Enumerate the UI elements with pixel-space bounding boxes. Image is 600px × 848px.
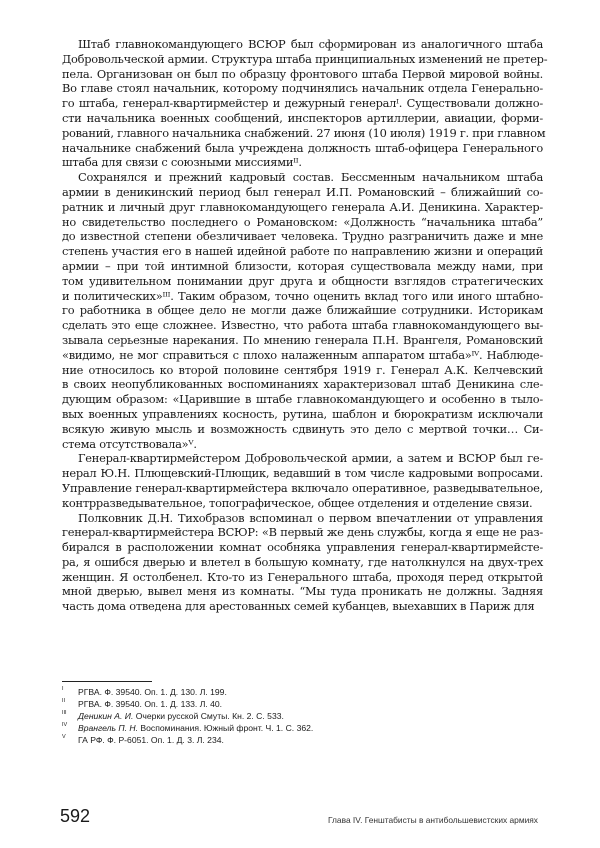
page-number: 592 xyxy=(60,806,91,826)
text-line: начальнике снабжений была учреждена должность штаб-офицера Генерального xyxy=(62,140,543,155)
text-line: рований, главного начальника снабжений. 27 июня (10 июля) 1919 г. при главном xyxy=(62,125,546,140)
footnote-author: Врангель П. Н. xyxy=(78,723,139,733)
footnote-text: РГВА. Ф. 39540. Оп. 1. Д. 133. Л. 40. xyxy=(78,699,223,709)
text-line: Штаб главнокомандующего ВСЮР был сформирован из аналогичного штаба xyxy=(78,37,543,51)
footnote-text: ГА РФ. Ф. Р-6051. Оп. 1. Д. 3. Л. 234. xyxy=(78,735,224,745)
text-line: бирался в расположении комнат особняка управления генерал-квартирмейсте- xyxy=(62,540,543,555)
text-line: до известной степени обезличивает человека. Трудно разграничить даже и мне xyxy=(62,229,543,244)
text-line: но свидетельство последнего о Романовском: «Должность “начальника штаба” xyxy=(62,214,543,229)
footnote xyxy=(62,710,313,722)
text-line: армии в деникинский период был генерал И.П. Романовский – ближайший со- xyxy=(62,184,543,199)
text-line: и политических»ᴵᴵᴵ. Таким образом, точно оценить вклад того или иного штабно- xyxy=(62,288,543,303)
text-line: контрразведывательное, топографическое, общее отделения и отделение связи. xyxy=(62,495,533,510)
text-line: Добровольческой армии. Структура штаба принципиальных изменений не претер- xyxy=(62,51,548,66)
footnote xyxy=(62,698,313,710)
text-line: нерал Ю.Н. Плющевский-Плющик, ведавший в том числе кадровыми вопросами. xyxy=(62,466,543,481)
text-line: степень участия его в нашей идейной работе по направлению жизни и операций xyxy=(62,244,543,259)
text-line: ние относилось ко второй половине сентября 1919 г. Генерал А.К. Келчевский xyxy=(62,362,543,377)
footnote-mark: II xyxy=(62,698,66,704)
footnote xyxy=(62,686,313,698)
footnote-text: Очерки русской Смуты. Кн. 2. С. 533. xyxy=(133,711,284,721)
text-line: го работника в общее дело не могли даже ближайшие сотрудники. Историкам xyxy=(62,303,543,318)
paragraph xyxy=(62,511,543,615)
text-line: армии – при той интимной близости, которая существовала между нами, при xyxy=(62,258,543,273)
text-line: женщин. Я остолбенел. Кто-то из Генерального штаба, проходя перед открытой xyxy=(62,569,543,584)
footnote-text: РГВА. Ф. 39540. Оп. 1. Д. 130. Л. 199. xyxy=(78,687,227,697)
footnote-mark: IV xyxy=(62,722,68,728)
text-line: го штаба, генерал-квартирмейстер и дежурный генералᴵ. Существовали должно- xyxy=(62,96,543,111)
text-line: Сохранялся и прежний кадровый состав. Бессменным начальником штаба xyxy=(78,170,543,185)
text-line: часть дома отведена для арестованных семей кубанцев, выехавших в Париж для xyxy=(62,599,535,614)
text-line: пела. Организован он был по образцу фронтового штаба Первой мировой войны. xyxy=(62,66,543,81)
text-line: штаба для связи с союзными миссиямиᴵᴵ. xyxy=(62,155,302,170)
text-line: вых военных управлениях косность, рутина, шаблон и бюрократизм исключали xyxy=(62,406,543,421)
footnotes xyxy=(62,686,313,746)
text-line: ратник и личный друг главнокомандующего генерала А.И. Деникина. Характер- xyxy=(62,199,543,214)
text-line: «видимо, не мог справиться с плохо налаженным аппаратом штаба»ᴵⱽ. Наблюде- xyxy=(62,347,543,362)
text-line: стема отсутствовала»ⱽ. xyxy=(62,436,197,451)
text-line: Во главе стоял начальник, которому подчинялись начальник отдела Генерально- xyxy=(62,81,543,96)
text-line: сделать это еще сложнее. Известно, что работа штаба главнокомандующего вы- xyxy=(62,318,543,333)
paragraph xyxy=(62,170,543,451)
body-text xyxy=(62,37,548,614)
text-line: зывала серьезные нарекания. По мнению генерала П.Н. Врангеля, Романовский xyxy=(62,332,543,347)
footnote-mark: V xyxy=(62,734,66,740)
paragraph xyxy=(62,37,548,170)
text-line: Генерал-квартирмейстером Добровольческой армии, а затем и ВСЮР был ге- xyxy=(78,451,543,466)
footnote xyxy=(62,722,313,734)
text-line: генерал-квартирмейстера ВСЮР: «В первый же день службы, когда я еще не раз- xyxy=(62,525,543,540)
text-line: всякую живую мысль и возможность сдвинуть это дело с мертвой точки… Си- xyxy=(62,421,543,436)
footnote xyxy=(62,734,313,746)
running-head: Глава IV. Генштабисты в антибольшевистских армиях xyxy=(327,815,538,825)
text-line: мной дверью, вывел меня из комнаты. “Мы туда проникать не должны. Задняя xyxy=(62,584,543,599)
footnote-mark: III xyxy=(62,710,67,716)
footnote-mark: I xyxy=(62,686,64,692)
footnote-text: Воспоминания. Южный фронт. Ч. 1. С. 362. xyxy=(138,723,314,733)
text-line: сти начальника военных сообщений, инспекторов артиллерии, авиации, форми- xyxy=(62,110,543,125)
text-line: ра, я ошибся дверью и влетел в большую комнату, где натолкнулся на двух-трех xyxy=(62,554,543,569)
text-line: том удивительном понимании друг друга и общности взглядов стратегических xyxy=(62,273,543,288)
text-line: Полковник Д.Н. Тихобразов вспоминал о первом впечатлении от управления xyxy=(78,510,543,525)
footnote-author: Деникин А. И. xyxy=(78,711,134,721)
text-line: Управление генерал-квартирмейстера включало оперативное, разведывательное, xyxy=(62,480,543,495)
text-line: дующим образом: «Царившие в штабе главнокомандующего и особенно в тыло- xyxy=(62,392,543,407)
paragraph xyxy=(62,451,543,510)
footnote-rule xyxy=(62,681,152,682)
text-line: в своих неопубликованных воспоминаниях характеризовал штаб Деникина сле- xyxy=(62,377,543,392)
